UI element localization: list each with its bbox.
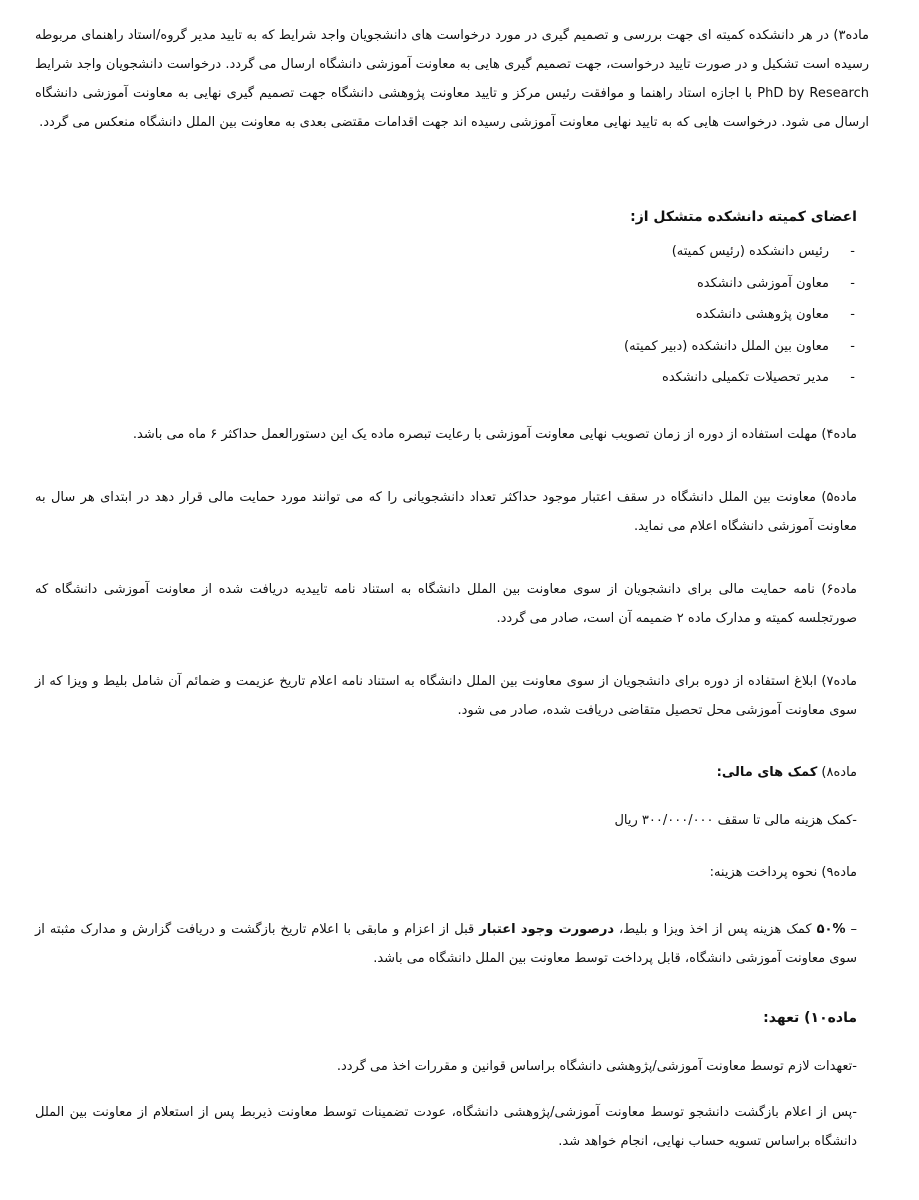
list-bullet: -: [850, 275, 855, 291]
article-9-item-part1: کمک هزینه پس از اخذ ویزا و بلیط،: [613, 922, 817, 937]
article-8-title: کمک های مالی:: [716, 765, 818, 780]
list-bullet: -: [850, 244, 855, 259]
article-8-item: -کمک هزینه مالی تا سقف ۳۰۰/۰۰۰/۰۰۰ ریال: [614, 813, 857, 828]
article-5-paragraph: ماده۵) معاونت بین الملل دانشگاه در سقف اعتبار موجود حداکثر تعداد دانشجویانی را که می توانند مورد حمایت مالی قرار دهد در ابتدای هر سال به معاونت آموزشی دانشگاه اعلام می نماید.: [35, 490, 857, 534]
article-10-heading: ماده۱۰) تعهد:: [763, 1010, 857, 1026]
article-10-item-1: -تعهدات لازم توسط معاونت آموزشی/پژوهشی دانشگاه براساس قوانین و مقررات اخذ می گردد.: [336, 1059, 857, 1074]
committee-member-text: معاون پژوهشی دانشکده: [695, 307, 829, 322]
committee-member-text: معاون آموزشی دانشکده: [696, 275, 829, 291]
committee-member-item: [455, 236, 855, 268]
committee-member-text: رئیس دانشکده (رئیس کمیته): [671, 244, 829, 259]
list-bullet: -: [850, 370, 855, 385]
article-9-item-bold: درصورت وجود اعتبار: [479, 922, 614, 937]
committee-members-list: [455, 236, 855, 394]
article-8-heading: [157, 758, 857, 787]
committee-member-text: مدیر تحصیلات تکمیلی دانشکده: [662, 370, 829, 385]
article-7-paragraph: ماده۷) ابلاغ استفاده از دوره برای دانشجویان از سوی معاونت بین الملل دانشگاه به استناد نامه اعلام تاریخ عزیمت و ضمائم آن شامل بلیط و ویزا که از سوی معاونت آموزشی محل تحصیل متقاضی دریافت شده، صادر می شود.: [35, 674, 857, 718]
committee-member-text: معاون بین الملل دانشکده (دبیر کمیته): [624, 338, 829, 354]
article-10-item-2: -پس از اعلام بازگشت دانشجو توسط معاونت آموزشی/پژوهشی دانشگاه، عودت تضمینات توسط معاونت ذیربط پس از استعلام از معاونت بین الملل دانشگاه براساس تسویه حساب نهایی، انجام خواهد شد.: [35, 1105, 857, 1149]
committee-member-item: [455, 362, 855, 394]
committee-heading: اعضای کمیته دانشکده متشکل از:: [630, 209, 857, 225]
committee-member-item: [455, 331, 855, 363]
article-6-paragraph: ماده۶) نامه حمایت مالی برای دانشجویان از سوی معاونت بین الملل دانشگاه به استناد نامه تاییدیه دریافت شده از معاونت آموزشی دانشگاه که صورتجلسه کمیته و مدارک ماده ۲ ضمیمه آن است، صادر می گردد.: [35, 582, 857, 626]
article-9-heading: ماده۹) نحوه پرداخت هزینه:: [709, 865, 857, 880]
article-3-paragraph: ماده۳) در هر دانشکده کمیته ای جهت بررسی و تصمیم گیری در مورد درخواست های دانشجویان واجد شرایط که به تایید مدیر گروه/استاد راهنمای مربوطه رسیده است تشکیل و در صورت تایید درخواست، جهت تصمیم گیری هایی به معاونت آموزشی دانشگاه ارسال می گردد. درخواست دانشجویان واجد شرایط PhD by Research با اجازه استاد راهنما و موافقت رئیس مرکز و تایید معاونت پژوهشی دانشگاه جهت تصمیم گیری نهایی به معاونت آموزشی دانشگاه ارسال می شود. درخواست هایی که به تایید نهایی معاونت آموزشی رسیده اند جهت اقدامات مقتضی بعدی به معاونت بین الملل دانشگاه منعکس می گردد.: [35, 28, 869, 130]
article-9-item-lead: –: [850, 922, 857, 937]
article-4-paragraph: ماده۴) مهلت استفاده از دوره از زمان تصویب نهایی معاونت آموزشی با رعایت تبصره ماده یک این دستورالعمل حداکثر ۶ ماه می باشد.: [132, 427, 857, 442]
article-8-prefix: ماده۸): [821, 765, 857, 780]
committee-member-item: [455, 268, 855, 300]
committee-member-item: [455, 299, 855, 331]
article-9-item: [35, 915, 857, 973]
list-bullet: -: [850, 307, 855, 322]
list-bullet: -: [850, 338, 855, 354]
article-9-item-percent: ۵۰%: [816, 922, 846, 937]
article-9-item-part2: قبل از اعزام و مابقی با اعلام تاریخ بازگشت و دریافت گزارش و مدارک مثبته از سوی معاونت آموزشی دانشگاه، قابل پرداخت توسط معاونت بین الملل دانشگاه می باشد.: [35, 922, 857, 966]
